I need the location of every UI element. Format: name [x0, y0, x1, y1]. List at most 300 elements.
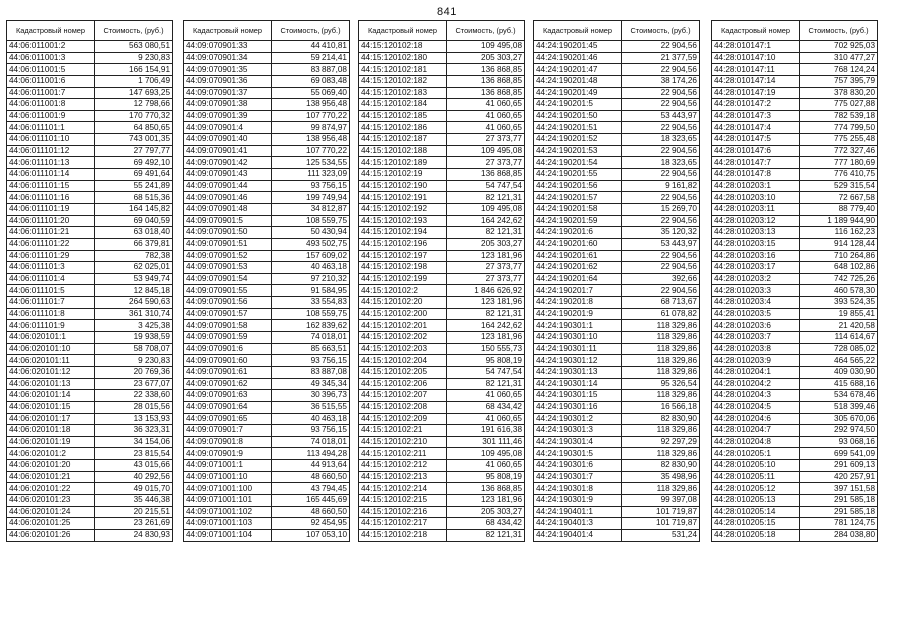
table-row: [712, 390, 878, 402]
table-row: [712, 99, 878, 111]
table-row: [534, 471, 700, 483]
cost-value: 305 670,06: [800, 413, 878, 425]
cadastral-number: 44:24:190201:5: [534, 99, 622, 111]
table-row: [7, 425, 173, 437]
cadastral-number: 44:24:190201:45: [534, 41, 622, 53]
table-row: [7, 460, 173, 472]
cost-value: 264 590,63: [95, 297, 173, 309]
cadastral-number: 44:24:190201:48: [534, 75, 622, 87]
table-row: [534, 343, 700, 355]
cost-value: 72 667,58: [800, 192, 878, 204]
cadastral-number: 44:15:120102:194: [359, 227, 447, 239]
table-row: [712, 332, 878, 344]
cadastral-number: 44:09:070901:63: [184, 390, 272, 402]
cadastral-number: 44:09:071001:10: [184, 471, 272, 483]
header-row: [7, 21, 173, 41]
table-row: [184, 518, 350, 530]
cadastral-number: 44:24:190201:54: [534, 157, 622, 169]
cadastral-number: 44:15:120102:209: [359, 413, 447, 425]
table-row: [534, 308, 700, 320]
table-row: [534, 238, 700, 250]
cost-value: 782,38: [95, 250, 173, 262]
cost-value: 22 904,56: [622, 64, 700, 76]
cost-value: 99 874,97: [272, 122, 350, 134]
table-row: [712, 343, 878, 355]
cost-value: 118 329,86: [622, 355, 700, 367]
cost-value: 123 181,96: [447, 332, 525, 344]
cost-value: 41 060,65: [447, 413, 525, 425]
cost-value: 291 609,13: [800, 460, 878, 472]
cadastral-number: 44:09:071001:103: [184, 518, 272, 530]
table-row: [534, 483, 700, 495]
table-row: [359, 87, 525, 99]
cadastral-number: 44:09:070901:65: [184, 413, 272, 425]
cost-value: 743 001,35: [95, 134, 173, 146]
cost-value: 27 373,77: [447, 157, 525, 169]
cost-value: 118 329,86: [622, 320, 700, 332]
table-row: [7, 483, 173, 495]
cadastral-number: 44:28:010203:9: [712, 355, 800, 367]
cadastral-number: 44:24:190301:2: [534, 413, 622, 425]
table-row: [712, 308, 878, 320]
cadastral-number: 44:06:011001:8: [7, 99, 95, 111]
cadastral-number: 44:09:071001:1: [184, 460, 272, 472]
cost-value: 534 678,46: [800, 390, 878, 402]
table-row: [534, 122, 700, 134]
cadastral-number: 44:15:120102:2: [359, 285, 447, 297]
cost-value: 82 121,31: [447, 192, 525, 204]
header-cadastral: Кадастровый номер: [7, 21, 95, 41]
table-row: [534, 180, 700, 192]
cost-value: 93 068,16: [800, 436, 878, 448]
cost-value: 12 798,66: [95, 99, 173, 111]
table-row: [359, 64, 525, 76]
cost-value: 165 445,69: [272, 494, 350, 506]
registry-table-3: [358, 20, 525, 542]
cadastral-number: 44:28:010147:6: [712, 145, 800, 157]
cost-value: 69 083,48: [272, 75, 350, 87]
cost-value: 284 038,80: [800, 529, 878, 541]
table-row: [7, 203, 173, 215]
cost-value: 164 242,62: [447, 215, 525, 227]
table-row: [534, 203, 700, 215]
table-row: [359, 122, 525, 134]
table-row: [359, 75, 525, 87]
cadastral-number: 44:28:010204:6: [712, 413, 800, 425]
table-row: [184, 134, 350, 146]
cadastral-number: 44:06:011101:20: [7, 215, 95, 227]
table-row: [712, 401, 878, 413]
table-row: [712, 262, 878, 274]
table-row: [534, 413, 700, 425]
cost-value: 123 181,96: [447, 250, 525, 262]
cost-value: 123 181,96: [447, 297, 525, 309]
cadastral-number: 44:09:070901:44: [184, 180, 272, 192]
cost-value: 68 434,42: [447, 518, 525, 530]
cadastral-number: 44:15:120102:212: [359, 460, 447, 472]
cost-value: 61 078,82: [622, 308, 700, 320]
cadastral-number: 44:09:070901:57: [184, 308, 272, 320]
cadastral-number: 44:28:010205:12: [712, 483, 800, 495]
cadastral-number: 44:28:010203:1: [712, 180, 800, 192]
table-row: [7, 378, 173, 390]
table-row: [7, 157, 173, 169]
cadastral-number: 44:28:010203:7: [712, 332, 800, 344]
cadastral-number: 44:24:190201:46: [534, 52, 622, 64]
table-row: [184, 483, 350, 495]
cadastral-number: 44:15:120102:210: [359, 436, 447, 448]
header-cost: Стоимость, (руб.): [622, 21, 700, 41]
table-row: [7, 436, 173, 448]
cost-value: 310 477,27: [800, 52, 878, 64]
table-row: [184, 390, 350, 402]
cost-value: 43 794,45: [272, 483, 350, 495]
cadastral-number: 44:24:190201:57: [534, 192, 622, 204]
cadastral-number: 44:24:190201:50: [534, 110, 622, 122]
table-row: [712, 297, 878, 309]
cost-value: 291 585,18: [800, 494, 878, 506]
table-row: [7, 308, 173, 320]
cadastral-number: 44:28:010203:16: [712, 250, 800, 262]
cadastral-number: 44:06:011001:6: [7, 75, 95, 87]
cadastral-number: 44:24:190401:3: [534, 518, 622, 530]
cadastral-number: 44:24:190201:51: [534, 122, 622, 134]
cadastral-number: 44:09:070901:61: [184, 366, 272, 378]
cadastral-number: 44:15:120102:21: [359, 425, 447, 437]
table-row: [534, 75, 700, 87]
cadastral-number: 44:06:011101:16: [7, 192, 95, 204]
cost-value: 44 410,81: [272, 41, 350, 53]
table-row: [359, 215, 525, 227]
table-row: [7, 99, 173, 111]
registry-tables: [0, 20, 905, 620]
cost-value: 775 027,88: [800, 99, 878, 111]
cadastral-number: 44:28:010205:14: [712, 506, 800, 518]
cost-value: 118 329,86: [622, 343, 700, 355]
cost-value: 118 329,86: [622, 483, 700, 495]
cost-value: 53 443,97: [622, 238, 700, 250]
cadastral-number: 44:28:010204:8: [712, 436, 800, 448]
cadastral-number: 44:24:190201:8: [534, 297, 622, 309]
table-row: [7, 52, 173, 64]
cadastral-number: 44:09:070901:6: [184, 343, 272, 355]
table-row: [7, 343, 173, 355]
cost-value: 728 085,02: [800, 343, 878, 355]
table-row: [184, 401, 350, 413]
cadastral-number: 44:15:120102:203: [359, 343, 447, 355]
cadastral-number: 44:09:070901:64: [184, 401, 272, 413]
cost-value: 1 189 944,90: [800, 215, 878, 227]
table-row: [359, 529, 525, 541]
table-row: [184, 308, 350, 320]
table-row: [712, 378, 878, 390]
cadastral-number: 44:24:190301:4: [534, 436, 622, 448]
cost-value: 136 868,85: [447, 64, 525, 76]
cost-value: 768 124,24: [800, 64, 878, 76]
cost-value: 118 329,86: [622, 366, 700, 378]
table-row: [7, 250, 173, 262]
cadastral-number: 44:28:010204:7: [712, 425, 800, 437]
cadastral-number: 44:24:190301:8: [534, 483, 622, 495]
table-row: [7, 273, 173, 285]
cadastral-number: 44:09:071001:100: [184, 483, 272, 495]
table-row: [712, 110, 878, 122]
cadastral-number: 44:06:011101:15: [7, 180, 95, 192]
cost-value: 157 609,02: [272, 250, 350, 262]
cadastral-number: 44:06:020101:11: [7, 355, 95, 367]
cost-value: 97 210,32: [272, 273, 350, 285]
cadastral-number: 44:15:120102:213: [359, 471, 447, 483]
table-row: [7, 448, 173, 460]
cadastral-number: 44:09:070901:35: [184, 64, 272, 76]
table-row: [184, 436, 350, 448]
table-row: [712, 169, 878, 181]
table-row: [534, 145, 700, 157]
table-row: [184, 99, 350, 111]
cost-value: 101 719,87: [622, 506, 700, 518]
cadastral-number: 44:15:120102:190: [359, 180, 447, 192]
cadastral-number: 44:06:020101:12: [7, 366, 95, 378]
cadastral-number: 44:15:120102:207: [359, 390, 447, 402]
cost-value: 164 145,82: [95, 203, 173, 215]
cadastral-number: 44:06:020101:10: [7, 343, 95, 355]
table-row: [712, 285, 878, 297]
table-row: [359, 320, 525, 332]
cost-value: 68 713,67: [622, 297, 700, 309]
cost-value: 101 719,87: [622, 518, 700, 530]
table-row: [712, 413, 878, 425]
cost-value: 35 498,96: [622, 471, 700, 483]
cadastral-number: 44:15:120102:218: [359, 529, 447, 541]
cadastral-number: 44:06:011101:3: [7, 262, 95, 274]
table-row: [712, 460, 878, 472]
cadastral-number: 44:06:020101:1: [7, 332, 95, 344]
cost-value: 22 904,56: [622, 192, 700, 204]
cadastral-number: 44:06:011101:29: [7, 250, 95, 262]
cost-value: 292 974,50: [800, 425, 878, 437]
table-row: [359, 378, 525, 390]
cost-value: 68 434,42: [447, 401, 525, 413]
cost-value: 782 539,18: [800, 110, 878, 122]
cadastral-number: 44:15:120102:193: [359, 215, 447, 227]
cost-value: 82 121,31: [447, 308, 525, 320]
cadastral-number: 44:15:120102:208: [359, 401, 447, 413]
cost-value: 64 850,65: [95, 122, 173, 134]
cadastral-number: 44:06:011001:2: [7, 41, 95, 53]
cost-value: 199 749,94: [272, 192, 350, 204]
cadastral-number: 44:24:190201:56: [534, 180, 622, 192]
table-row: [712, 529, 878, 541]
cost-value: 93 756,15: [272, 180, 350, 192]
cadastral-number: 44:24:190201:9: [534, 308, 622, 320]
table-row: [359, 157, 525, 169]
table-row: [7, 145, 173, 157]
cadastral-number: 44:24:190201:61: [534, 250, 622, 262]
cadastral-number: 44:15:120102:183: [359, 87, 447, 99]
cost-value: 15 269,70: [622, 203, 700, 215]
cost-value: 99 397,08: [622, 494, 700, 506]
cost-value: 82 830,90: [622, 413, 700, 425]
cost-value: 409 030,90: [800, 366, 878, 378]
cadastral-number: 44:28:010203:2: [712, 273, 800, 285]
cost-value: 68 515,36: [95, 192, 173, 204]
table-row: [7, 262, 173, 274]
registry-table-5: [711, 20, 878, 542]
table-row: [184, 192, 350, 204]
cadastral-number: 44:15:120102:206: [359, 378, 447, 390]
table-row: [359, 436, 525, 448]
cost-value: 27 797,77: [95, 145, 173, 157]
table-row: [534, 378, 700, 390]
table-row: [359, 262, 525, 274]
cadastral-number: 44:28:010203:15: [712, 238, 800, 250]
cadastral-number: 44:24:190301:9: [534, 494, 622, 506]
cadastral-number: 44:09:070901:39: [184, 110, 272, 122]
table-row: [184, 366, 350, 378]
table-row: [359, 52, 525, 64]
cadastral-number: 44:09:070901:56: [184, 297, 272, 309]
cost-value: 114 614,67: [800, 332, 878, 344]
cost-value: 113 494,28: [272, 448, 350, 460]
table-row: [359, 413, 525, 425]
cost-value: 563 080,51: [95, 41, 173, 53]
table-row: [7, 494, 173, 506]
cadastral-number: 44:15:120102:181: [359, 64, 447, 76]
cadastral-number: 44:28:010147:1: [712, 41, 800, 53]
table-row: [534, 401, 700, 413]
table-row: [534, 285, 700, 297]
cadastral-number: 44:09:070901:5: [184, 215, 272, 227]
cost-value: 41 060,65: [447, 460, 525, 472]
cadastral-number: 44:09:070901:58: [184, 320, 272, 332]
table-row: [359, 297, 525, 309]
table-row: [534, 87, 700, 99]
table-row: [359, 471, 525, 483]
table-row: [184, 41, 350, 53]
cost-value: 95 326,54: [622, 378, 700, 390]
cost-value: 63 018,40: [95, 227, 173, 239]
cadastral-number: 44:28:010147:19: [712, 87, 800, 99]
table-row: [359, 145, 525, 157]
cost-value: 136 868,85: [447, 483, 525, 495]
cadastral-number: 44:09:070901:50: [184, 227, 272, 239]
cadastral-number: 44:06:020101:26: [7, 529, 95, 541]
cost-value: 191 616,38: [447, 425, 525, 437]
cost-value: 125 534,55: [272, 157, 350, 169]
cadastral-number: 44:24:190201:6: [534, 227, 622, 239]
cadastral-number: 44:09:070901:48: [184, 203, 272, 215]
cost-value: 21 420,58: [800, 320, 878, 332]
cadastral-number: 44:06:011101:1: [7, 122, 95, 134]
cadastral-number: 44:24:190201:7: [534, 285, 622, 297]
cadastral-number: 44:24:190401:4: [534, 529, 622, 541]
cost-value: 107 770,22: [272, 145, 350, 157]
cost-value: 83 887,08: [272, 64, 350, 76]
table-row: [7, 529, 173, 541]
cost-value: 116 162,23: [800, 227, 878, 239]
cost-value: 777 180,69: [800, 157, 878, 169]
cost-value: 44 913,64: [272, 460, 350, 472]
cost-value: 34 154,06: [95, 436, 173, 448]
cadastral-number: 44:24:190201:62: [534, 262, 622, 274]
cost-value: 40 463,18: [272, 413, 350, 425]
table-row: [7, 518, 173, 530]
cost-value: 35 446,38: [95, 494, 173, 506]
table-row: [359, 110, 525, 122]
cadastral-number: 44:15:120102:18: [359, 41, 447, 53]
table-row: [359, 460, 525, 472]
table-row: [184, 169, 350, 181]
table-row: [184, 320, 350, 332]
cadastral-number: 44:06:020101:14: [7, 390, 95, 402]
table-row: [712, 157, 878, 169]
cost-value: 69 040,59: [95, 215, 173, 227]
table-row: [7, 390, 173, 402]
cadastral-number: 44:24:190301:11: [534, 343, 622, 355]
cadastral-number: 44:28:010147:4: [712, 122, 800, 134]
table-row: [712, 87, 878, 99]
table-row: [7, 122, 173, 134]
table-row: [7, 64, 173, 76]
cost-value: 397 151,58: [800, 483, 878, 495]
table-row: [712, 355, 878, 367]
cost-value: 291 585,18: [800, 506, 878, 518]
cost-value: 742 725,26: [800, 273, 878, 285]
cadastral-number: 44:09:070901:38: [184, 99, 272, 111]
cost-value: 22 904,56: [622, 122, 700, 134]
table-row: [184, 448, 350, 460]
table-row: [7, 75, 173, 87]
table-row: [359, 355, 525, 367]
cadastral-number: 44:15:120102:199: [359, 273, 447, 285]
table-row: [359, 250, 525, 262]
table-row: [7, 215, 173, 227]
cadastral-number: 44:28:010147:8: [712, 169, 800, 181]
cadastral-number: 44:28:010205:15: [712, 518, 800, 530]
header-cadastral: Кадастровый номер: [184, 21, 272, 41]
cadastral-number: 44:24:190301:7: [534, 471, 622, 483]
cadastral-number: 44:15:120102:205: [359, 366, 447, 378]
table-row: [534, 273, 700, 285]
table-row: [712, 494, 878, 506]
cost-value: 23 261,69: [95, 518, 173, 530]
table-row: [359, 180, 525, 192]
cost-value: 82 830,90: [622, 460, 700, 472]
cadastral-number: 44:15:120102:19: [359, 169, 447, 181]
cost-value: 22 904,56: [622, 41, 700, 53]
cadastral-number: 44:15:120102:197: [359, 250, 447, 262]
table-row: [7, 297, 173, 309]
cadastral-number: 44:06:011101:5: [7, 285, 95, 297]
cadastral-number: 44:24:190301:1: [534, 320, 622, 332]
table-row: [712, 471, 878, 483]
cost-value: 108 559,75: [272, 308, 350, 320]
table-row: [534, 460, 700, 472]
table-row: [534, 390, 700, 402]
cost-value: 118 329,86: [622, 390, 700, 402]
table-row: [534, 297, 700, 309]
table-row: [7, 169, 173, 181]
table-row: [534, 436, 700, 448]
cadastral-number: 44:28:010204:1: [712, 366, 800, 378]
table-row: [534, 99, 700, 111]
table-row: [534, 262, 700, 274]
cost-value: 69 492,10: [95, 157, 173, 169]
cost-value: 19 855,41: [800, 308, 878, 320]
cadastral-number: 44:15:120102:180: [359, 52, 447, 64]
table-row: [7, 366, 173, 378]
table-row: [534, 169, 700, 181]
